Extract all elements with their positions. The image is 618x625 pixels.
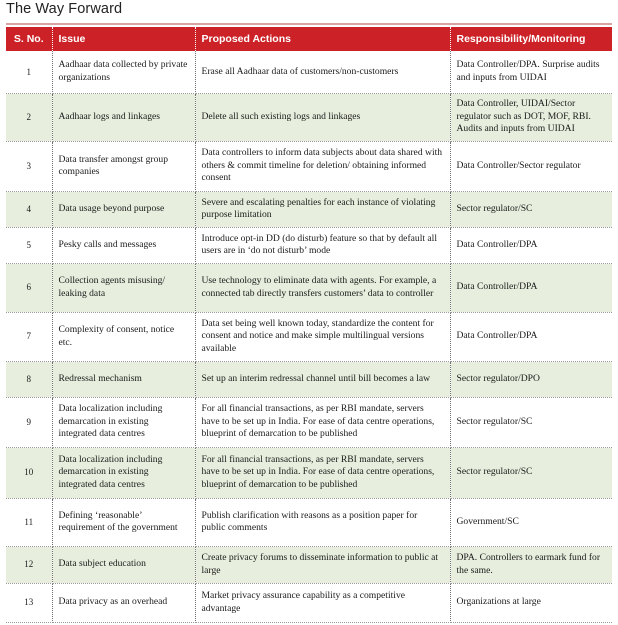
row-action: Market privacy assurance capability as a competitive advantage: [195, 583, 450, 622]
row-sno: 1: [6, 51, 52, 93]
row-responsibility: Sector regulator/SC: [450, 397, 612, 447]
row-action: Data set being well known today, standardize the content for consent and notice and make simple multilingual versions available: [195, 312, 450, 361]
row-action: Introduce opt-in DD (do disturb) feature so that by default all users are in ‘do not disturb’ mode: [195, 227, 450, 263]
table-row: [6, 583, 612, 622]
row-issue: Redressal mechanism: [52, 361, 195, 397]
row-action: Data controllers to inform data subjects about data shared with others & commit timeline for deletion/ obtaining informed consent: [195, 141, 450, 191]
row-sno: 4: [6, 191, 52, 227]
row-responsibility: Sector regulator/DPO: [450, 361, 612, 397]
row-action: For all financial transactions, as per RBI mandate, servers have to be set up in India. For ease of data centre operations, blueprint of demarcation to be published: [195, 447, 450, 498]
row-issue: Defining ‘reasonable’ requirement of the government: [52, 498, 195, 546]
row-responsibility: Organizations at large: [450, 583, 612, 622]
row-issue: Data subject education: [52, 546, 195, 583]
row-responsibility: Sector regulator/SC: [450, 447, 612, 498]
row-sno: 13: [6, 583, 52, 622]
row-issue: Data localization including demarcation in existing integrated data centres: [52, 397, 195, 447]
row-sno: 2: [6, 93, 52, 141]
table-row: [6, 263, 612, 312]
row-sno: 12: [6, 546, 52, 583]
row-action: Set up an interim redressal channel until bill becomes a law: [195, 361, 450, 397]
row-action: Use technology to eliminate data with agents. For example, a connected tab directly transfers customers’ data to controller: [195, 263, 450, 312]
title-divider: [6, 23, 612, 25]
row-sno: 6: [6, 263, 52, 312]
row-issue: Pesky calls and messages: [52, 227, 195, 263]
table-row: [6, 191, 612, 227]
row-responsibility: Data Controller/DPA: [450, 227, 612, 263]
row-issue: Complexity of consent, notice etc.: [52, 312, 195, 361]
row-sno: 8: [6, 361, 52, 397]
row-responsibility: Data Controller/DPA. Surprise audits and inputs from UIDAI: [450, 51, 612, 93]
row-sno: 3: [6, 141, 52, 191]
row-sno: 9: [6, 397, 52, 447]
row-sno: 7: [6, 312, 52, 361]
table-row: [6, 141, 612, 191]
row-responsibility: Government/SC: [450, 498, 612, 546]
header-sno: S. No.: [6, 27, 52, 51]
row-issue: Aadhaar data collected by private organizations: [52, 51, 195, 93]
row-action: Delete all such existing logs and linkages: [195, 93, 450, 141]
table-row: [6, 498, 612, 546]
row-responsibility: Data Controller/DPA: [450, 312, 612, 361]
row-issue: Aadhaar logs and linkages: [52, 93, 195, 141]
table-row: [6, 447, 612, 498]
table-row: [6, 93, 612, 141]
row-issue: Data transfer amongst group companies: [52, 141, 195, 191]
table-row: [6, 546, 612, 583]
page-title: The Way Forward: [6, 1, 123, 17]
table-row: [6, 227, 612, 263]
row-responsibility: Data Controller/Sector regulator: [450, 141, 612, 191]
row-sno: 5: [6, 227, 52, 263]
row-action: Erase all Aadhaar data of customers/non-customers: [195, 51, 450, 93]
row-action: For all financial transactions, as per RBI mandate, servers have to be set up in India. For ease of data centre operations, blueprint of demarcation to be published: [195, 397, 450, 447]
header-issue: Issue: [52, 27, 195, 51]
row-action: Publish clarification with reasons as a position paper for public comments: [195, 498, 450, 546]
row-issue: Data usage beyond purpose: [52, 191, 195, 227]
row-responsibility: Data Controller/DPA: [450, 263, 612, 312]
table-row: [6, 312, 612, 361]
row-issue: Collection agents misusing/ leaking data: [52, 263, 195, 312]
table-header-row: [6, 27, 612, 51]
row-issue: Data localization including demarcation in existing integrated data centres: [52, 447, 195, 498]
row-responsibility: Data Controller, UIDAI/Sector regulator such as DOT, MOF, RBI. Audits and inputs from UIDAI: [450, 93, 612, 141]
way-forward-table: [6, 27, 612, 623]
row-sno: 11: [6, 498, 52, 546]
header-responsibility: Responsibility/Monitoring: [450, 27, 612, 51]
header-actions: Proposed Actions: [195, 27, 450, 51]
row-sno: 10: [6, 447, 52, 498]
table-row: [6, 51, 612, 93]
table-row: [6, 361, 612, 397]
row-responsibility: Sector regulator/SC: [450, 191, 612, 227]
row-action: Severe and escalating penalties for each instance of violating purpose limitation: [195, 191, 450, 227]
table-row: [6, 397, 612, 447]
row-issue: Data privacy as an overhead: [52, 583, 195, 622]
row-responsibility: DPA. Controllers to earmark fund for the same.: [450, 546, 612, 583]
row-action: Create privacy forums to disseminate information to public at large: [195, 546, 450, 583]
